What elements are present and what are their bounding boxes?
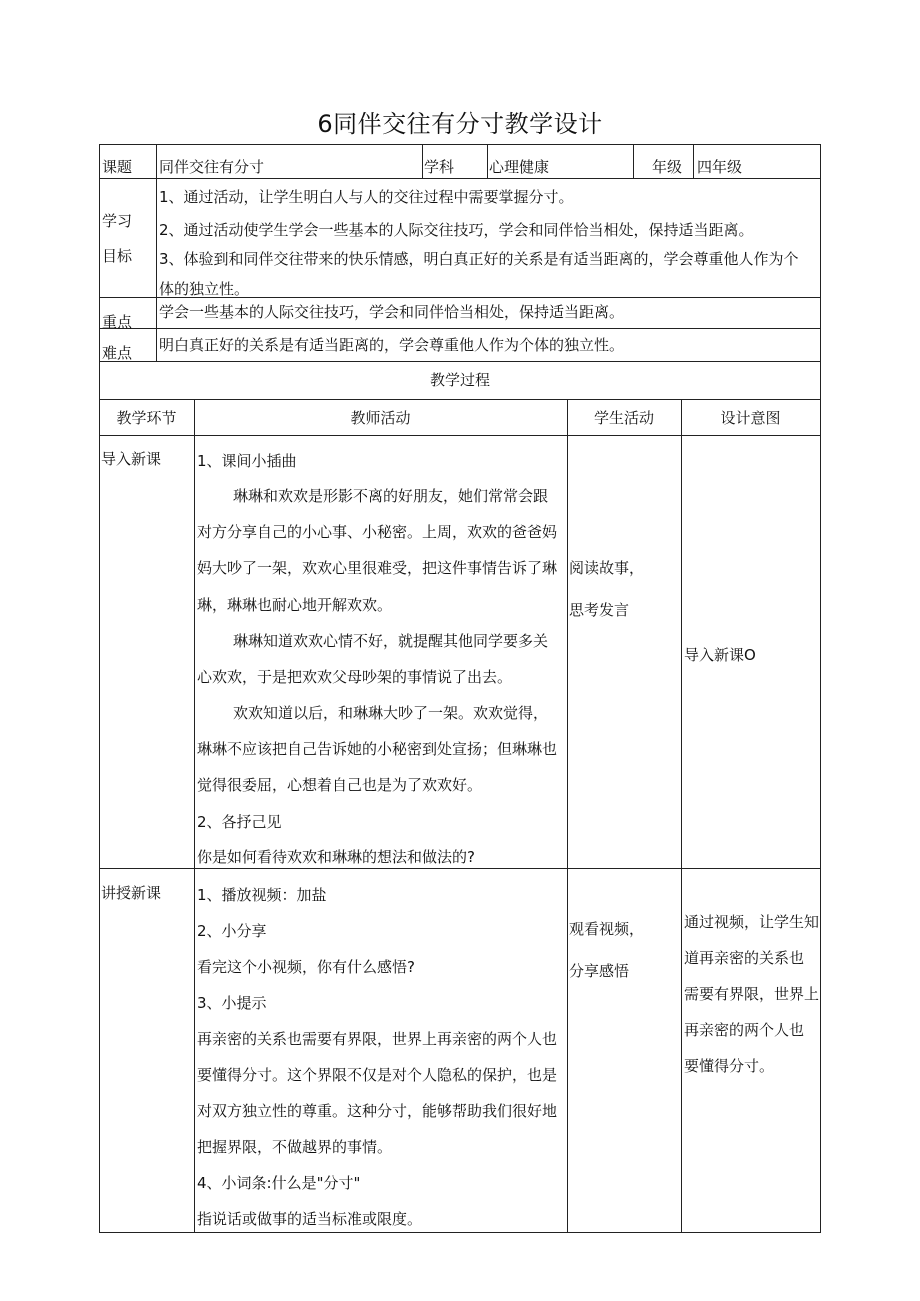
goal-item: 1、通过活动，让学生明白人与人的交往过程中需要掌握分寸。 — [159, 188, 574, 206]
course-label: 课题 — [102, 158, 133, 176]
section1-teacher-line: 2、各抒己见 — [197, 813, 282, 831]
section1-teacher-line: 1、课间小插曲 — [197, 452, 297, 470]
section2-teacher-line: 要懂得分寸。这个界限不仅是对个人隐私的保护，也是 — [197, 1066, 558, 1084]
section1-teacher-line: 心欢欢，于是把欢欢父母吵架的事情说了出去。 — [197, 668, 513, 686]
section2-teacher-line: 指说话或做事的适当标准或限度。 — [197, 1210, 423, 1228]
section2-intent-line: 通过视频，让学生知 — [684, 913, 820, 931]
section1-teacher-line: 琳琳知道欢欢心情不好，就提醒其他同学要多关 — [233, 632, 549, 650]
section2-teacher-line: 看完这个小视频，你有什么感悟? — [197, 958, 415, 976]
goal-item: 2、通过活动使学生学会一些基本的人际交往技巧，学会和同伴恰当相处，保持适当距离。 — [159, 221, 754, 239]
difficult-point-label: 难点 — [102, 344, 133, 362]
grade-value: 四年级 — [697, 158, 743, 176]
header-stage: 教学环节 — [116, 409, 177, 427]
section2-intent-line: 再亲密的两个人也 — [684, 1021, 805, 1039]
section2-teacher-line: 1、播放视频：加盐 — [197, 886, 327, 904]
section2-teacher-line: 3、小提示 — [197, 994, 267, 1012]
section2-teacher-line: 再亲密的关系也需要有界限，世界上再亲密的两个人也 — [197, 1030, 558, 1048]
process-title: 教学过程 — [429, 371, 490, 389]
goals-label: 学习 — [102, 212, 133, 230]
section2-teacher-line: 把握界限，不做越界的事情。 — [197, 1138, 393, 1156]
section2-stage: 讲授新课 — [101, 884, 162, 902]
section2-intent-line: 要懂得分寸。 — [684, 1057, 775, 1075]
section1-teacher-line: 妈大吵了一架，欢欢心里很难受，把这件事情告诉了琳 — [197, 559, 558, 577]
section1-teacher-line: 琳琳和欢欢是形影不离的好朋友，她们常常会跟 — [233, 487, 549, 505]
section1-teacher-line: 琳琳不应该把自己告诉她的小秘密到处宣扬；但琳琳也 — [197, 740, 558, 758]
key-point-text: 学会一些基本的人际交往技巧，学会和同伴恰当相处，保持适当距离。 — [159, 303, 625, 321]
header-intent: 设计意图 — [720, 409, 781, 427]
header-student: 学生活动 — [593, 409, 654, 427]
section2-teacher-line: 4、小词条:什么是"分寸" — [197, 1174, 361, 1192]
section1-teacher-line: 对方分享自己的小心事、小秘密。上周，欢欢的爸爸妈 — [197, 523, 558, 541]
section1-intent: 导入新课O — [684, 646, 756, 664]
goal-item: 体的独立性。 — [159, 280, 250, 298]
section1-teacher-line: 琳，琳琳也耐心地开解欢欢。 — [197, 596, 393, 614]
subject-label: 学科 — [424, 158, 455, 176]
section2-student-line: 观看视频， — [569, 920, 645, 938]
goals-label: 目标 — [102, 247, 133, 265]
page-title: 6同伴交往有分寸教学设计 — [317, 110, 603, 138]
grade-label: 年级 — [652, 158, 683, 176]
section2-teacher-line: 对双方独立性的尊重。这种分寸，能够帮助我们很好地 — [197, 1102, 558, 1120]
section2-teacher-line: 2、小分享 — [197, 922, 267, 940]
section1-student-line: 思考发言 — [569, 601, 630, 619]
header-teacher: 教师活动 — [350, 409, 411, 427]
section1-stage: 导入新课 — [101, 450, 162, 468]
section1-teacher-line: 你是如何看待欢欢和琳琳的想法和做法的? — [197, 848, 475, 866]
section2-intent-line: 道再亲密的关系也 — [684, 949, 805, 967]
section2-intent-line: 需要有界限，世界上 — [684, 985, 820, 1003]
section1-teacher-line: 欢欢知道以后，和琳琳大吵了一架。欢欢觉得， — [233, 704, 549, 722]
section1-teacher-line: 觉得很委屈，心想着自己也是为了欢欢好。 — [197, 776, 483, 794]
key-point-label: 重点 — [102, 313, 133, 331]
goal-item: 3、体验到和同伴交往带来的快乐情感，明白真正好的关系是有适当距离的，学会尊重他人作为个 — [159, 250, 799, 268]
section2-student-line: 分享感悟 — [569, 962, 630, 980]
subject-value: 心理健康 — [489, 158, 550, 176]
difficult-point-text: 明白真正好的关系是有适当距离的，学会尊重他人作为个体的独立性。 — [159, 336, 625, 354]
section1-student-line: 阅读故事， — [569, 559, 645, 577]
course-value: 同伴交往有分寸 — [159, 158, 265, 176]
